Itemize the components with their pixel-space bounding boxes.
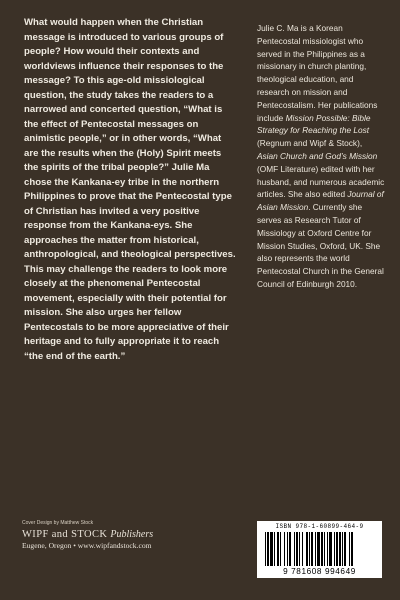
barcode-bar [270,532,273,566]
barcode-bar [306,532,308,566]
barcode-bar [315,532,316,566]
barcode-bar [302,532,303,566]
cover-design-credit: Cover Design by Matthew Stock [22,520,94,526]
barcode-bar [274,532,275,566]
barcode-bar [280,532,281,566]
book-title-asian-church: Asian Church and God’s Mission [257,150,378,161]
barcode-bar [311,532,313,566]
barcode-bar [309,532,310,566]
journal-title: Journal of Asian Mission [257,189,384,213]
publisher-address: Eugene, Oregon • www.wipfandstock.com [22,541,152,550]
barcode-image [265,532,374,566]
barcode-bar [284,532,285,566]
barcode-bar [287,532,288,566]
barcode-bar [339,532,341,566]
barcode-bar [342,532,343,566]
barcode-bar [334,532,335,566]
barcode-bar [344,532,346,566]
barcode-bar [267,532,269,566]
barcode-bar [349,532,350,566]
publisher-block [22,529,153,550]
barcode-bar [277,532,279,566]
barcode-bar [294,532,295,566]
blurb-text [24,16,236,364]
bio-outro: . Currently she serves as Research Tutor of Missiology at Oxford Centre for Mission Studies, Oxford, UK. She also represents the world Pentecostal Church in the General Council of Edinburgh 2010. [257,202,384,289]
barcode-box [257,521,382,578]
publisher-name-suffix: Publishers [110,529,154,540]
book-title-mission-possible: Mission Possible: Bible Strategy for Reaching the Lost [257,112,371,136]
barcode-bar [324,532,325,566]
barcode-bar [265,532,266,566]
barcode-bar [321,532,323,566]
barcode-bar [289,532,291,566]
barcode-bar [329,532,332,566]
barcode-bar [296,532,298,566]
author-bio [257,22,385,291]
barcode-bar [327,532,328,566]
barcode-bar [317,532,320,566]
bio-text: (Regnum and Wipf & Stock), [257,138,363,149]
isbn-label: ISBN 978-1-60899-464-9 [275,523,364,530]
publisher-name [22,529,153,540]
blurb-paragraph: What would happen when the Christian message is introduced to various groups of people? How would their contexts and worldviews influence their responses to the message? To this age-old missiological question, the study takes the readers to a narrowed and concerted question, “What is the effect of Pentecostal messages on animistic people,” or in other words, “What are the results when the (Holy) Spirit meets the spirits of the tribal people?” Julie Ma chose the Kankana-ey tribe in the northern Philippines to prove that the Pentecostal type of Christian has invited a very positive response from the Kankana-eys. She approaches the matter from historical, anthropological, and theological perspectives. This may challenge the readers to look more closely at the phenomenal Pentecostal movement, especially with their potential for mission. She also urges her fellow Pentecostals to be more appreciative of their heritage and to fully appropriate it to reach “the end of the earth.” [24,17,236,362]
barcode-digits: 9 781608 994649 [283,567,356,576]
barcode-bar [351,532,353,566]
barcode-bar [299,532,300,566]
publisher-name-main: WIPF and STOCK [22,529,108,540]
barcode-bar [336,532,338,566]
bio-text: (OMF Literature) edited with her husband, and numerous academic articles. She also edited [257,163,385,200]
bio-intro: Julie C. Ma is a Korean Pentecostal missiologist who served in the Philippines as a missionary in church planting, theological education, and research on mission and Pentecostalism. Her publications include [257,23,378,123]
